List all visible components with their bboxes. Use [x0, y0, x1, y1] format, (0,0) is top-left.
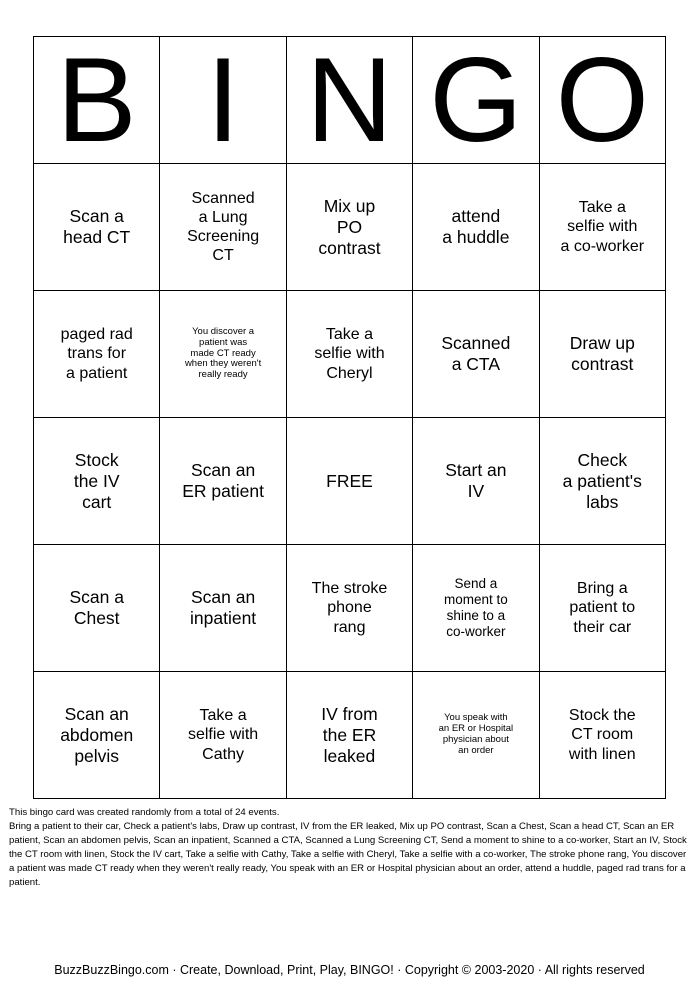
bingo-cell: [160, 291, 286, 418]
bingo-cell: [286, 418, 412, 545]
bingo-row: [34, 164, 666, 291]
bingo-cell-text: Take a selfie with Cheryl: [314, 326, 385, 382]
bingo-cell: [160, 418, 286, 545]
bingo-cell-text: Scan an abdomen pelvis: [60, 703, 134, 766]
bingo-row: [34, 545, 666, 672]
bingo-cell: [413, 418, 539, 545]
bingo-cell-text: You discover a patient was made CT ready when they weren't really ready: [184, 325, 262, 381]
bingo-card: [33, 33, 666, 799]
bingo-cell: [34, 672, 160, 799]
bingo-cell-text: Scanned a Lung Screening CT: [187, 189, 260, 265]
header-letter-b: B: [34, 37, 160, 164]
bingo-cell-text: paged rad trans for a patient: [60, 326, 133, 382]
bingo-cell-text: Take a selfie with Cathy: [187, 707, 259, 763]
bingo-cell-text: Check a patient's labs: [562, 449, 642, 512]
bingo-grid: [34, 164, 666, 799]
bingo-cell: [413, 291, 539, 418]
bingo-cell-text: Draw up contrast: [569, 333, 635, 374]
bingo-cell-text: Stock the CT room with linen: [568, 707, 636, 763]
bingo-cell: [34, 164, 160, 291]
bingo-cell: [160, 164, 286, 291]
bingo-cell-text: You speak with an ER or Hospital physician about an order: [438, 712, 514, 756]
bingo-cell-text: Scan a Chest: [69, 587, 124, 628]
card-info: [9, 806, 689, 889]
bingo-cell-text: attend a huddle: [442, 206, 510, 247]
bingo-cell: [413, 164, 539, 291]
bingo-cell: [539, 291, 665, 418]
site-footer: BuzzBuzzBingo.com · Create, Download, Print, Play, BINGO! · Copyright © 2003-2020 · All rights reserved: [54, 963, 645, 977]
bingo-cell: [286, 672, 412, 799]
bingo-cell: [539, 418, 665, 545]
header-letter-o: O: [539, 37, 665, 164]
header-letter-i: I: [160, 37, 286, 164]
bingo-cell: [34, 291, 160, 418]
bingo-cell-text: Bring a patient to their car: [569, 580, 636, 636]
bingo-cell-text: Scanned a CTA: [441, 333, 511, 374]
bingo-cell-text: Start an IV: [445, 460, 507, 501]
bingo-cell-text: IV from the ER leaked: [321, 703, 378, 766]
bingo-cell-text: Stock the IV cart: [73, 449, 120, 512]
bingo-cell-text: The stroke phone rang: [311, 580, 388, 636]
bingo-cell: [34, 545, 160, 672]
header-letter-n: N: [286, 37, 412, 164]
bingo-header-row: [34, 37, 666, 164]
bingo-cell: [413, 545, 539, 672]
bingo-cell: [539, 672, 665, 799]
bingo-cell-text: Mix up PO contrast: [318, 195, 381, 258]
bingo-cell: [160, 545, 286, 672]
bingo-cell: [539, 164, 665, 291]
bingo-cell-text: Take a selfie with a co-worker: [560, 199, 645, 255]
bingo-cell-text: Send a moment to shine to a co-worker: [443, 575, 508, 640]
bingo-cell: [286, 291, 412, 418]
card-info-intro: This bingo card was created randomly from a total of 24 events.: [9, 807, 280, 818]
bingo-cell-text: FREE: [326, 470, 373, 491]
header-letter-g: G: [413, 37, 539, 164]
bingo-cell: [539, 545, 665, 672]
card-info-events: Bring a patient to their car, Check a patient's labs, Draw up contrast, IV from the ER leaked, Mix up PO contrast, Scan a Chest, Scan a head CT, Scan an ER patient, Scan an abdomen pelvis, Scan an inpatient, Scanned a CTA, Scanned a Lung Screening CT, Send a moment to shine to a co-worker, Start an IV, Stock the CT room with linen, Stock the IV cart, Take a selfie with Cathy, Take a selfie with Cheryl, Take a selfie with a co-worker, The stroke phone rang, You discover a patient was made CT ready when they weren't really ready, You speak with an ER or Hospital physician about an order, attend a huddle, paged rad trans for a patient.: [9, 820, 687, 888]
bingo-cell: [413, 672, 539, 799]
bingo-row: [34, 418, 666, 545]
bingo-cell-text: Scan an inpatient: [190, 587, 257, 628]
bingo-cell-text: Scan an ER patient: [182, 460, 264, 501]
bingo-cell-text: Scan a head CT: [63, 206, 131, 247]
bingo-cell: [34, 418, 160, 545]
bingo-cell: [286, 164, 412, 291]
bingo-cell: [160, 672, 286, 799]
bingo-cell: [286, 545, 412, 672]
bingo-row: [34, 672, 666, 799]
bingo-row: [34, 291, 666, 418]
